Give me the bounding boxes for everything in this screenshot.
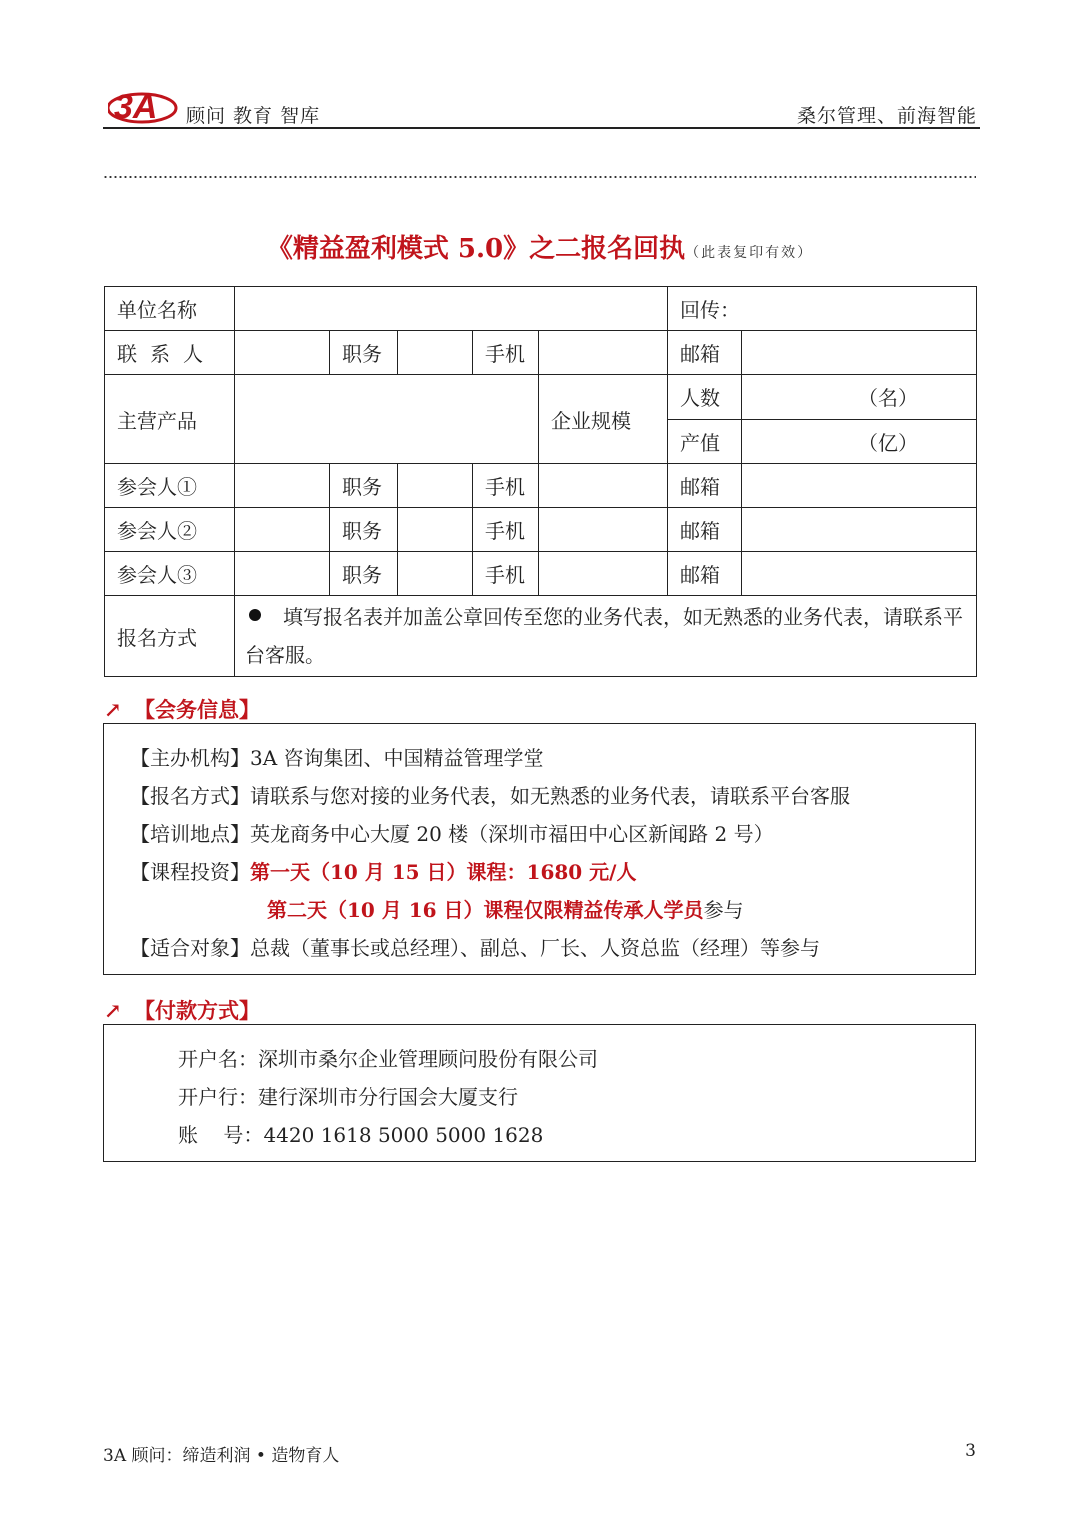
venue-value: 英龙商务中心大厦 20 楼（深圳市福田中心区新闻路 2 号） xyxy=(250,822,774,846)
attendee-1-label: 参会人① xyxy=(105,464,235,508)
contact-position-field[interactable] xyxy=(398,331,473,375)
dotted-divider xyxy=(103,176,976,178)
payment-box xyxy=(103,1024,976,1162)
svg-text:3A: 3A xyxy=(114,88,158,126)
page-title xyxy=(0,228,1080,265)
fee-day2-tail: 参与 xyxy=(703,898,744,922)
header-divider xyxy=(103,127,980,129)
account-no-label: 账 号： xyxy=(178,1123,264,1147)
audience-value: 总裁（董事长或总经理）、副总、厂长、人资总监（经理）等参与 xyxy=(250,936,820,960)
account-no-line xyxy=(178,1119,543,1148)
unit-name-label: 单位名称 xyxy=(105,287,235,331)
attendee-1-mobile-field[interactable] xyxy=(539,464,668,508)
attendee-1-mobile-label: 手机 xyxy=(473,464,539,508)
title-note: （此表复印有效） xyxy=(685,245,814,261)
contact-mobile-label: 手机 xyxy=(473,331,539,375)
headcount-label: 人数 xyxy=(668,375,742,420)
venue-label: 【培训地点】 xyxy=(130,822,250,846)
organizer-line xyxy=(130,742,544,771)
attendee-2-position-field[interactable] xyxy=(398,508,473,552)
registration-form xyxy=(104,286,977,677)
form-row-attendee-1 xyxy=(105,464,977,508)
payment-heading xyxy=(104,995,260,1025)
bank-label: 开户行： xyxy=(178,1085,258,1109)
footer-slogan: 3A 顾问：缔造利润 • 造物育人 xyxy=(103,1446,340,1466)
attendee-1-email-label: 邮箱 xyxy=(668,464,742,508)
meeting-info-heading-text: 【会务信息】 xyxy=(134,697,260,722)
main-product-label: 主营产品 xyxy=(105,375,235,464)
unit-name-field[interactable] xyxy=(235,287,668,331)
bullet-icon xyxy=(249,609,261,621)
form-row-contact xyxy=(105,331,977,375)
fax-field[interactable] xyxy=(668,287,977,331)
organizer-value: 3A 咨询集团、中国精益管理学堂 xyxy=(250,746,544,770)
contact-position-label: 职务 xyxy=(330,331,398,375)
attendee-2-email-field[interactable] xyxy=(742,508,977,552)
fax-label: 回传： xyxy=(680,298,741,322)
header-tagline: 顾问 教育 智库 xyxy=(186,105,321,127)
contact-email-label: 邮箱 xyxy=(668,331,742,375)
attendee-3-name-field[interactable] xyxy=(235,552,330,596)
attendee-2-email-label: 邮箱 xyxy=(668,508,742,552)
form-row-signup xyxy=(105,596,977,677)
account-no-value: 4420 1618 5000 5000 1628 xyxy=(263,1123,544,1147)
logo-3a xyxy=(108,84,184,126)
payment-heading-text: 【付款方式】 xyxy=(134,998,260,1023)
contact-mobile-field[interactable] xyxy=(539,331,668,375)
account-name-value: 深圳市桑尔企业管理顾问股份有限公司 xyxy=(258,1047,598,1071)
attendee-2-label: 参会人② xyxy=(105,508,235,552)
attendee-3-label: 参会人③ xyxy=(105,552,235,596)
meeting-info-box xyxy=(103,723,976,975)
form-row-product xyxy=(105,375,977,420)
meeting-info-heading xyxy=(104,694,260,724)
fee-day2: 第二天（10 月 16 日）课程仅限精益传承人学员 xyxy=(267,898,704,922)
contact-email-field[interactable] xyxy=(742,331,977,375)
contact-name-field[interactable] xyxy=(235,331,330,375)
form-row-attendee-2 xyxy=(105,508,977,552)
arrow-up-right-icon: ↗ xyxy=(104,998,122,1023)
bank-line xyxy=(178,1081,518,1110)
method-line xyxy=(130,780,850,809)
attendee-1-email-field[interactable] xyxy=(742,464,977,508)
bank-value: 建行深圳市分行国会大厦支行 xyxy=(258,1085,518,1109)
attendee-1-name-field[interactable] xyxy=(235,464,330,508)
page-number: 3 xyxy=(965,1441,976,1461)
signup-method-label: 报名方式 xyxy=(105,596,235,677)
attendee-3-mobile-label: 手机 xyxy=(473,552,539,596)
fee-label: 【课程投资】 xyxy=(130,860,250,884)
title-main: 《精益盈利模式 5.0》之二报名回执 xyxy=(266,234,686,264)
fee-day2-line xyxy=(267,894,744,923)
account-name-line xyxy=(178,1043,598,1072)
fee-line xyxy=(130,856,636,885)
output-value-label: 产值 xyxy=(668,419,742,464)
audience-line xyxy=(130,932,820,961)
header-company: 桑尔管理、前海智能 xyxy=(796,105,977,127)
signup-method-text: 填写报名表并加盖公章回传至您的业务代表，如无熟悉的业务代表，请联系平台客服。 xyxy=(245,605,963,667)
account-name-label: 开户名： xyxy=(178,1047,258,1071)
headcount-field[interactable] xyxy=(742,375,977,420)
attendee-3-position-label: 职务 xyxy=(330,552,398,596)
attendee-1-position-label: 职务 xyxy=(330,464,398,508)
output-value-field[interactable] xyxy=(742,419,977,464)
attendee-1-position-field[interactable] xyxy=(398,464,473,508)
attendee-2-position-label: 职务 xyxy=(330,508,398,552)
headcount-unit: （名） xyxy=(858,386,919,411)
method-label: 【报名方式】 xyxy=(130,784,250,808)
attendee-3-email-label: 邮箱 xyxy=(668,552,742,596)
contact-label: 联系人 xyxy=(105,331,235,375)
method-value: 请联系与您对接的业务代表，如无熟悉的业务代表，请联系平台客服 xyxy=(250,784,850,808)
attendee-3-email-field[interactable] xyxy=(742,552,977,596)
venue-line xyxy=(130,818,774,847)
audience-label: 【适合对象】 xyxy=(130,936,250,960)
attendee-2-name-field[interactable] xyxy=(235,508,330,552)
organizer-label: 【主办机构】 xyxy=(130,746,250,770)
main-product-field[interactable] xyxy=(235,375,539,464)
attendee-2-mobile-field[interactable] xyxy=(539,508,668,552)
attendee-3-position-field[interactable] xyxy=(398,552,473,596)
signup-method-text-cell xyxy=(235,596,977,677)
output-value-unit: （亿） xyxy=(858,430,919,455)
attendee-3-mobile-field[interactable] xyxy=(539,552,668,596)
arrow-up-right-icon: ↗ xyxy=(104,697,122,722)
form-row-unit xyxy=(105,287,977,331)
company-scale-label: 企业规模 xyxy=(539,375,668,464)
fee-day1: 第一天（10 月 15 日）课程：1680 元/人 xyxy=(250,860,637,884)
form-row-attendee-3 xyxy=(105,552,977,596)
attendee-2-mobile-label: 手机 xyxy=(473,508,539,552)
